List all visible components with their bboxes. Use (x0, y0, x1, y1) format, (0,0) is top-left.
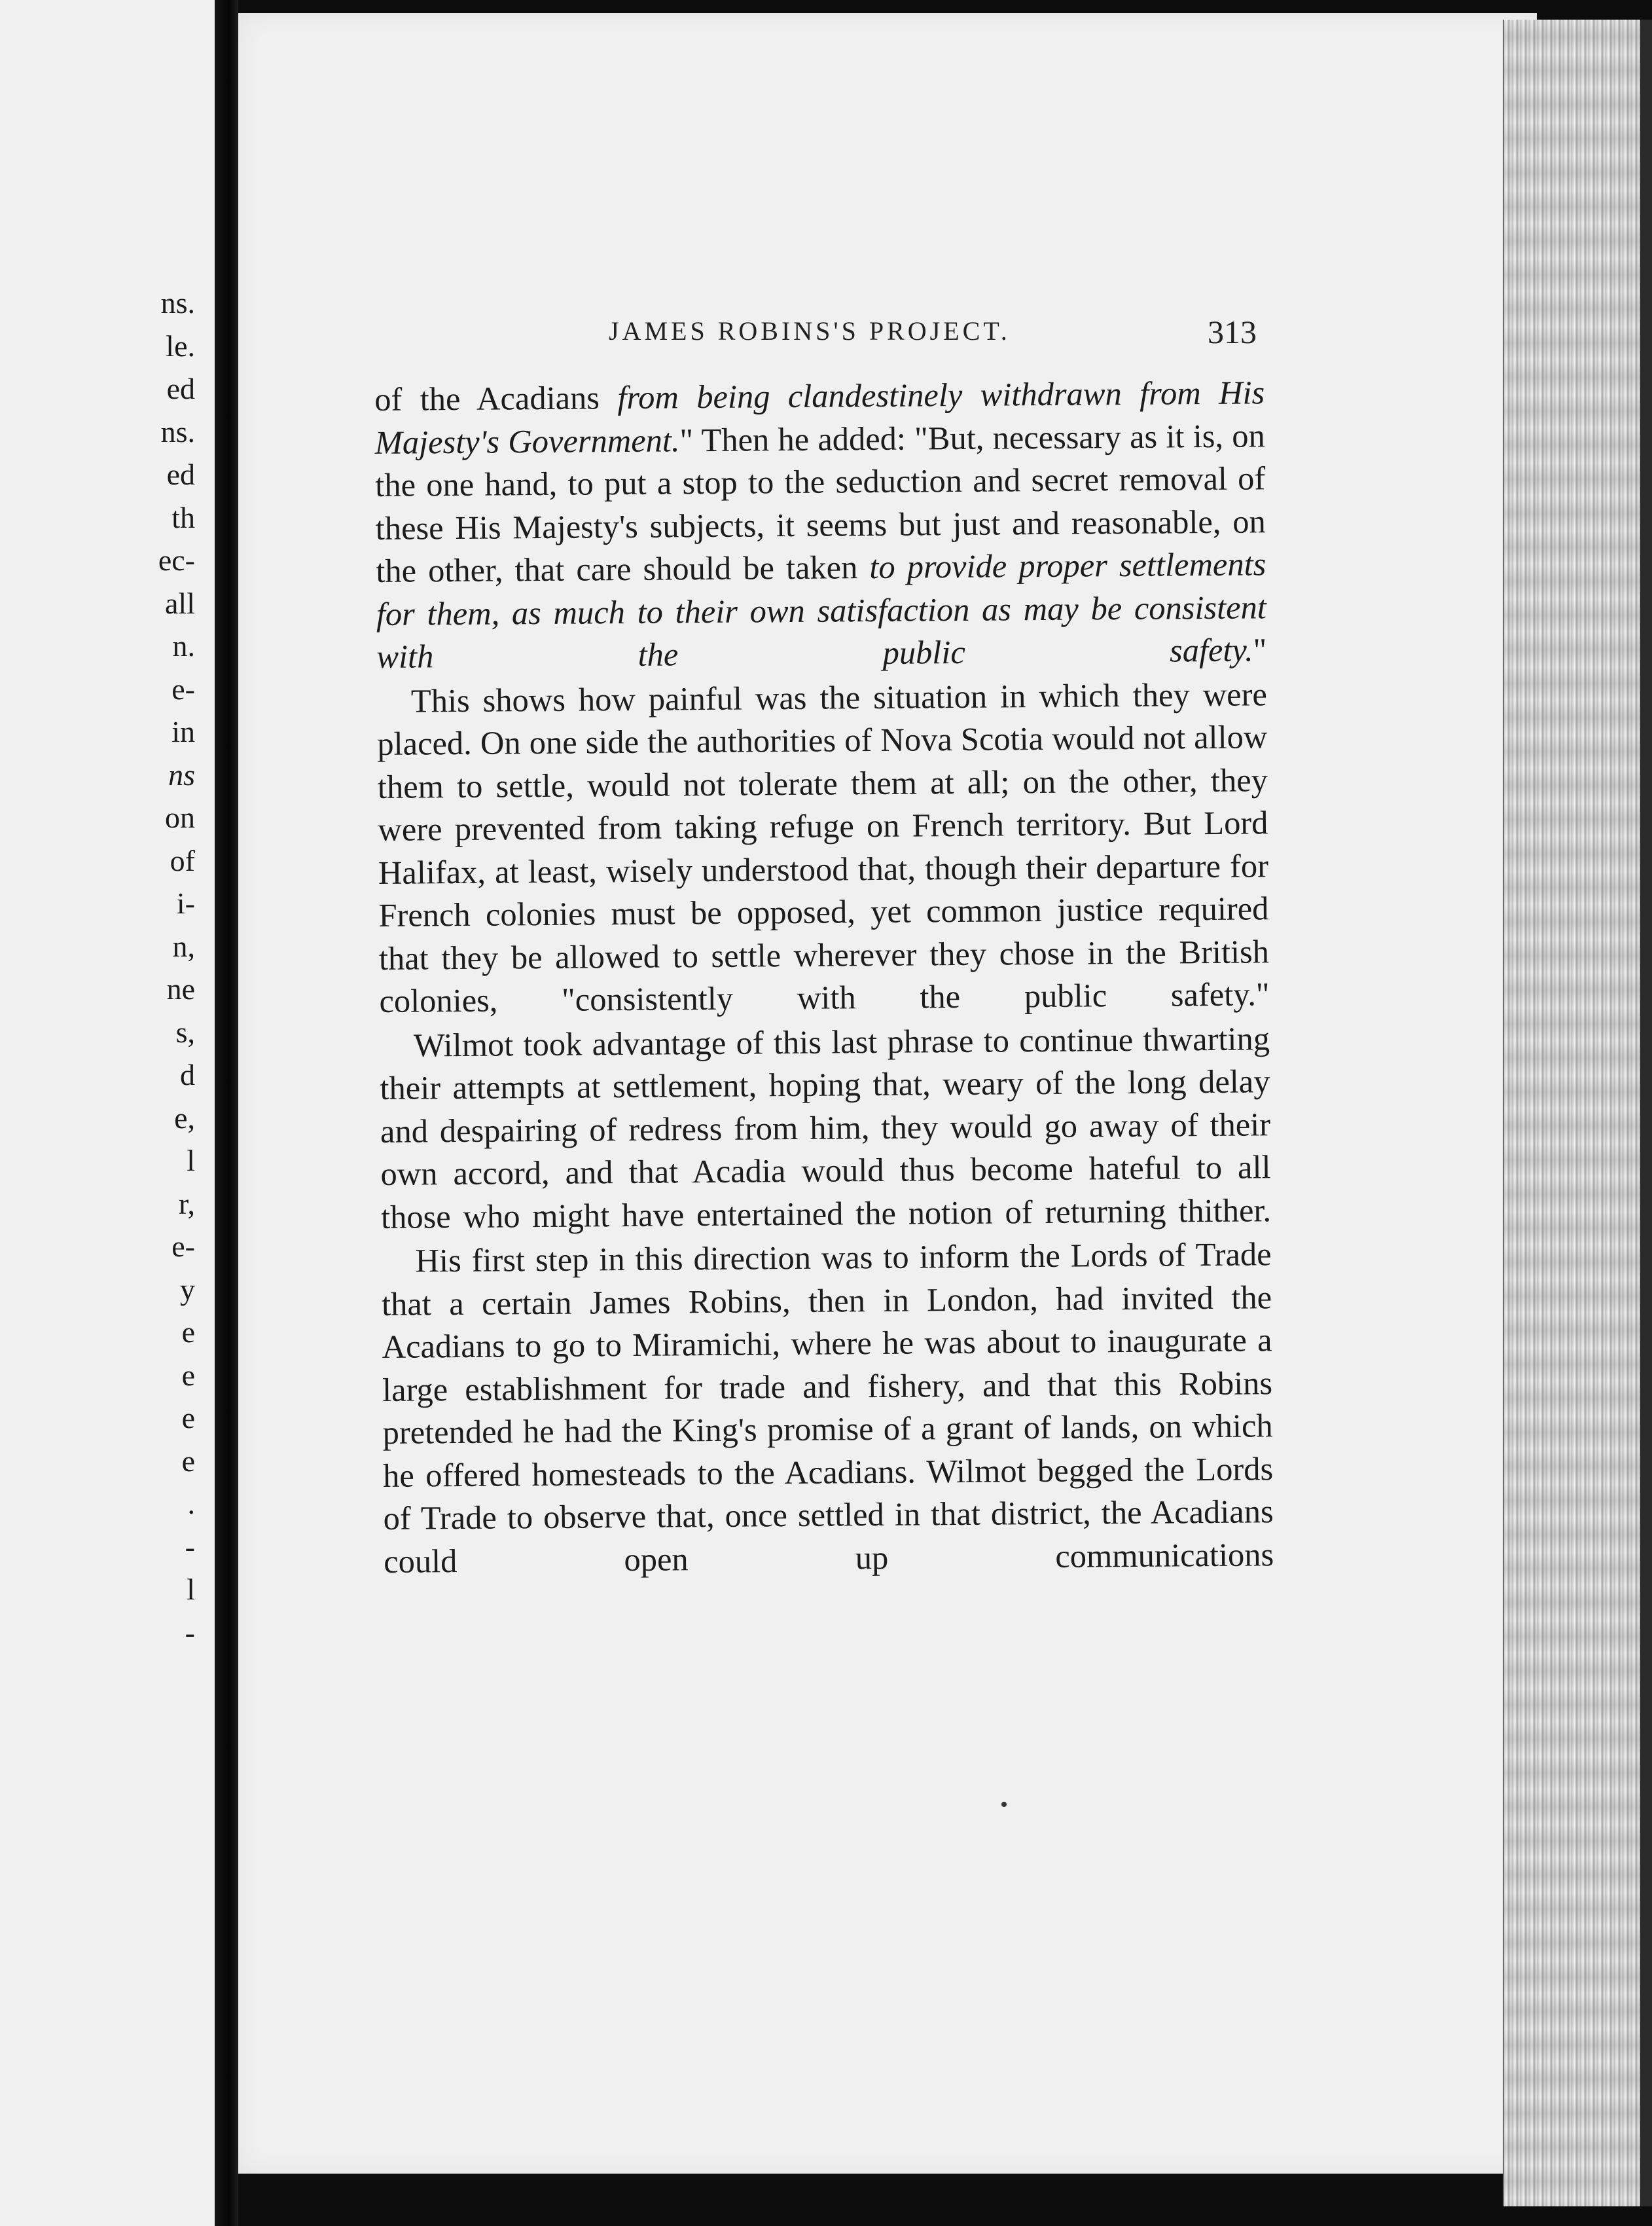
book-gutter (215, 0, 238, 2226)
facing-page-line-fragment: r, (179, 1187, 195, 1220)
facing-page-line-fragment: - (185, 1616, 195, 1649)
facing-page-line-fragment: - (185, 1530, 195, 1563)
facing-page-line-fragment: e (181, 1401, 195, 1434)
facing-page-line-fragment: l (187, 1573, 195, 1606)
facing-page-line-fragment: s, (175, 1015, 195, 1049)
p1-text-c: " Then he added: "But, necessary as it is, on the one hand, to put a stop to the seduction and secret removal of these His Majesty's subjects, it seems but just and reasonable, on the other, that care should be taken (375, 416, 1266, 589)
facing-page-line-fragment: . (187, 1487, 195, 1520)
facing-page-line-fragment: ns. (160, 286, 195, 319)
facing-page-line-fragment: ns (168, 758, 195, 792)
facing-page-line-fragment: y (180, 1273, 195, 1306)
facing-page-line-fragment: on (165, 801, 195, 834)
facing-page-line-fragment: in (171, 715, 195, 748)
p1-italic-quote-a: from being clandestinely withdrawn from His Majesty's Government. (374, 374, 1265, 461)
facing-page-line-fragment: ec- (158, 543, 195, 577)
facing-page-line-fragment: ed (166, 458, 195, 491)
ink-speck (1001, 1802, 1007, 1807)
facing-page-line-fragment: n. (172, 629, 195, 663)
facing-page-line-fragment: e (181, 1315, 195, 1349)
facing-page-line-fragment: e (181, 1444, 195, 1478)
running-header: JAMES ROBINS'S PROJECT. (609, 316, 1011, 346)
paragraph-1 (374, 371, 1267, 678)
facing-page-line-fragment: n, (172, 930, 195, 963)
p1-text-e: " (1253, 631, 1267, 668)
facing-page-line-fragment: i- (176, 886, 195, 920)
page-edge-shadow (1640, 20, 1652, 2206)
facing-page-line-fragment: th (171, 501, 195, 534)
p1-text-a: of the Acadians (374, 379, 618, 418)
facing-page-line-fragment: le. (166, 329, 195, 363)
paragraph-4: His first step in this direction was to inform the Lords of Trade that a certain James Robins, then in London, had invited the Acadians to go to Miramichi, where he was about to inaugurate a large establishment for trade and fishery, and that this Robins pretended he had the King's promise of a grant of lands, on which he offered homesteads to the Acadians. Wilmot begged the Lords of Trade to observe that, once settled in that district, the Acadians could open up communications (381, 1235, 1274, 1580)
facing-page-line-fragment: ne (166, 972, 195, 1006)
facing-page-line-fragment: l (187, 1144, 195, 1177)
facing-page-line-fragment: d (180, 1058, 195, 1091)
facing-page-line-fragment: of (170, 844, 195, 877)
facing-page-line-fragment: e- (171, 1230, 195, 1263)
page-number: 313 (1208, 314, 1257, 350)
facing-page-line-fragment: all (165, 587, 195, 620)
facing-page-line-fragment: e- (171, 672, 195, 706)
body-text (374, 371, 1274, 1583)
facing-page-line-fragment: ed (166, 372, 195, 405)
facing-page-line-fragment: e, (174, 1101, 195, 1135)
facing-page-line-fragment: e (181, 1359, 195, 1392)
facing-page-line-fragment: ns. (160, 415, 195, 448)
facing-page (0, 0, 215, 2226)
paragraph-2: This shows how painful was the situation in which they were placed. On one side the authorities of Nova Scotia would not allow them to settle, would not tolerate them at all; on the other, they were prevented from taking refuge on French territory. But Lord Halifax, at least, wisely understood that, though their departure for French colonies must be opposed, yet common justice required that they be allowed to settle wherever they chose in the British colonies, "consistently with the public safety." (377, 675, 1270, 1019)
page-edges (1503, 20, 1642, 2206)
paragraph-3: Wilmot took advantage of this last phrase to continue thwarting their attempts at settlement, hoping that, weary of the long delay and despairing of redress from him, they would go away of their own accord, and that Acadia would thus become hateful to all those who might have entertained the notion of returning thither. (380, 1019, 1272, 1235)
p1-italic-quote-b: to provide proper settlements for them, as much to their own satisfaction as may be consistent with the public safety. (376, 545, 1267, 675)
